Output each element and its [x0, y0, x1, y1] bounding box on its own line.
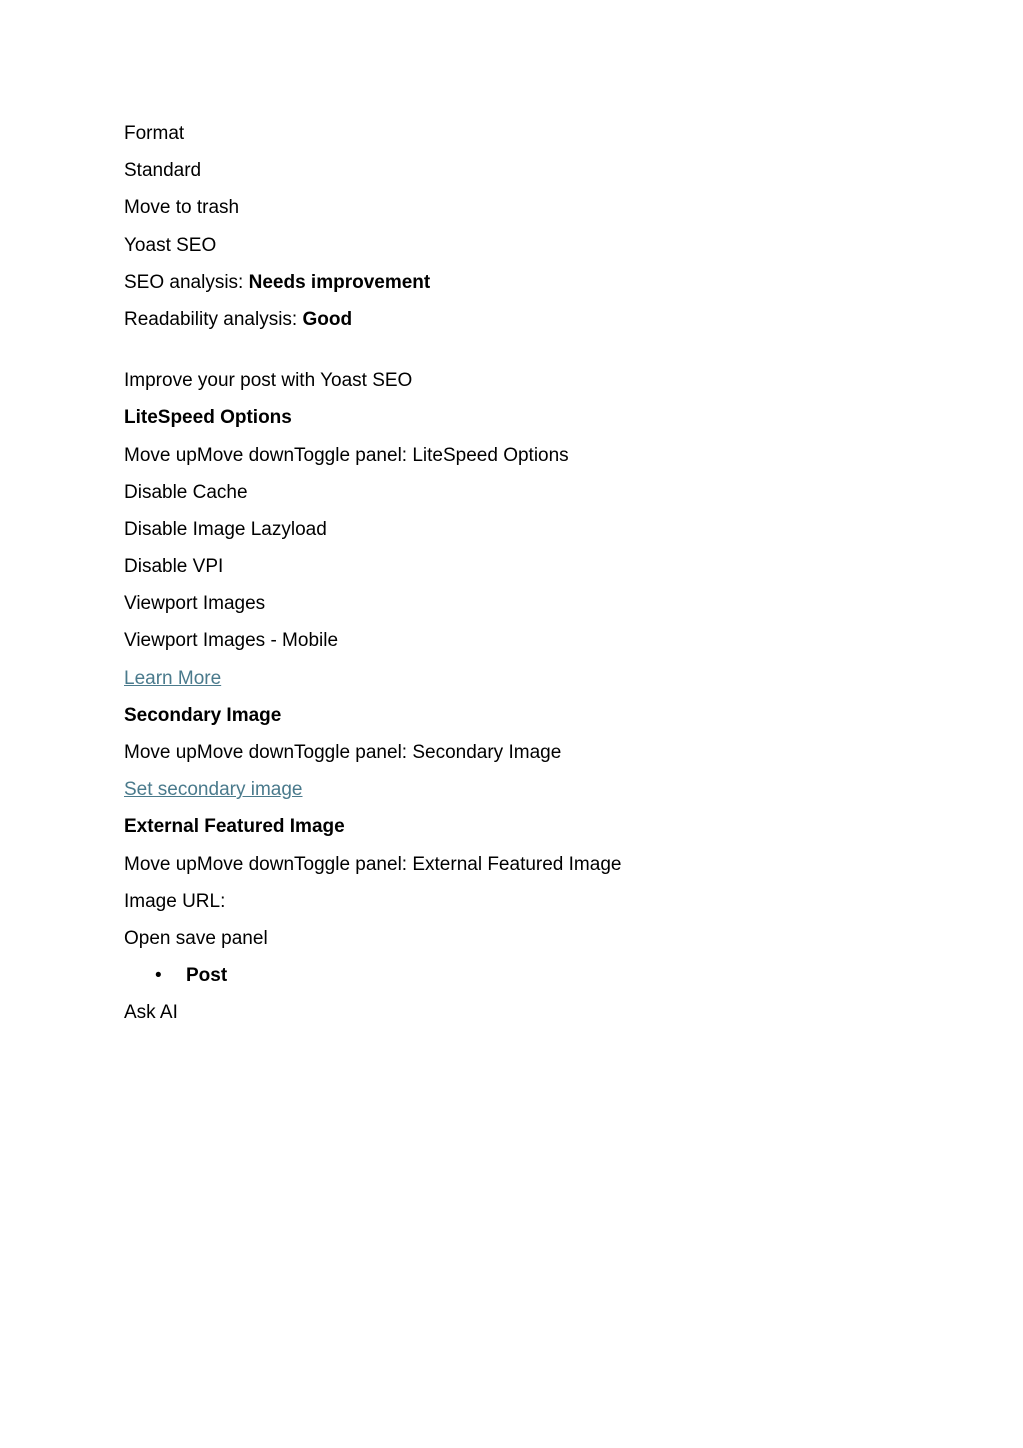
learn-more-link[interactable]: Learn More — [124, 667, 222, 689]
learn-more-line — [124, 667, 964, 704]
litespeed-panel-controls[interactable]: Move upMove downToggle panel: LiteSpeed Options — [124, 444, 569, 466]
viewport-images-option[interactable]: Viewport Images — [124, 593, 266, 615]
move-to-trash-button[interactable]: Move to trash — [124, 197, 240, 219]
secondary-image-title: Secondary Image — [124, 704, 282, 726]
seo-analysis-label: SEO analysis: — [124, 271, 249, 293]
readability-analysis-value: Good — [302, 308, 353, 330]
open-save-panel-button[interactable]: Open save panel — [124, 927, 268, 949]
external-featured-image-panel-controls[interactable]: Move upMove downToggle panel: External Featured Image — [124, 853, 622, 875]
format-value[interactable]: Standard — [124, 160, 202, 182]
bullet-icon: • — [155, 965, 162, 987]
disable-vpi-option[interactable]: Disable VPI — [124, 556, 224, 578]
post-item-label: Post — [186, 965, 228, 987]
spacer — [124, 345, 964, 369]
disable-image-lazyload-option[interactable]: Disable Image Lazyload — [124, 518, 327, 540]
set-secondary-image-link[interactable]: Set secondary image — [124, 779, 303, 801]
improve-post-yoast-button[interactable]: Improve your post with Yoast SEO — [124, 370, 413, 392]
secondary-image-panel-controls[interactable]: Move upMove downToggle panel: Secondary Image — [124, 742, 562, 763]
readability-analysis-line — [124, 308, 964, 345]
post-list-item — [124, 964, 964, 1001]
image-url-label: Image URL: — [124, 890, 226, 912]
format-label: Format — [124, 123, 185, 144]
seo-analysis-value: Needs improvement — [248, 271, 431, 293]
viewport-images-mobile-option[interactable]: Viewport Images - Mobile — [124, 630, 339, 652]
readability-analysis-label: Readability analysis: — [124, 308, 303, 330]
document-content — [124, 122, 964, 1039]
external-featured-image-title: External Featured Image — [124, 816, 345, 838]
ask-ai-button[interactable]: Ask AI — [124, 1002, 178, 1024]
seo-analysis-line — [124, 271, 964, 308]
litespeed-options-title: LiteSpeed Options — [124, 407, 292, 429]
set-secondary-image-line — [124, 778, 964, 815]
disable-cache-option[interactable]: Disable Cache — [124, 481, 248, 503]
yoast-seo-title: Yoast SEO — [124, 234, 217, 256]
